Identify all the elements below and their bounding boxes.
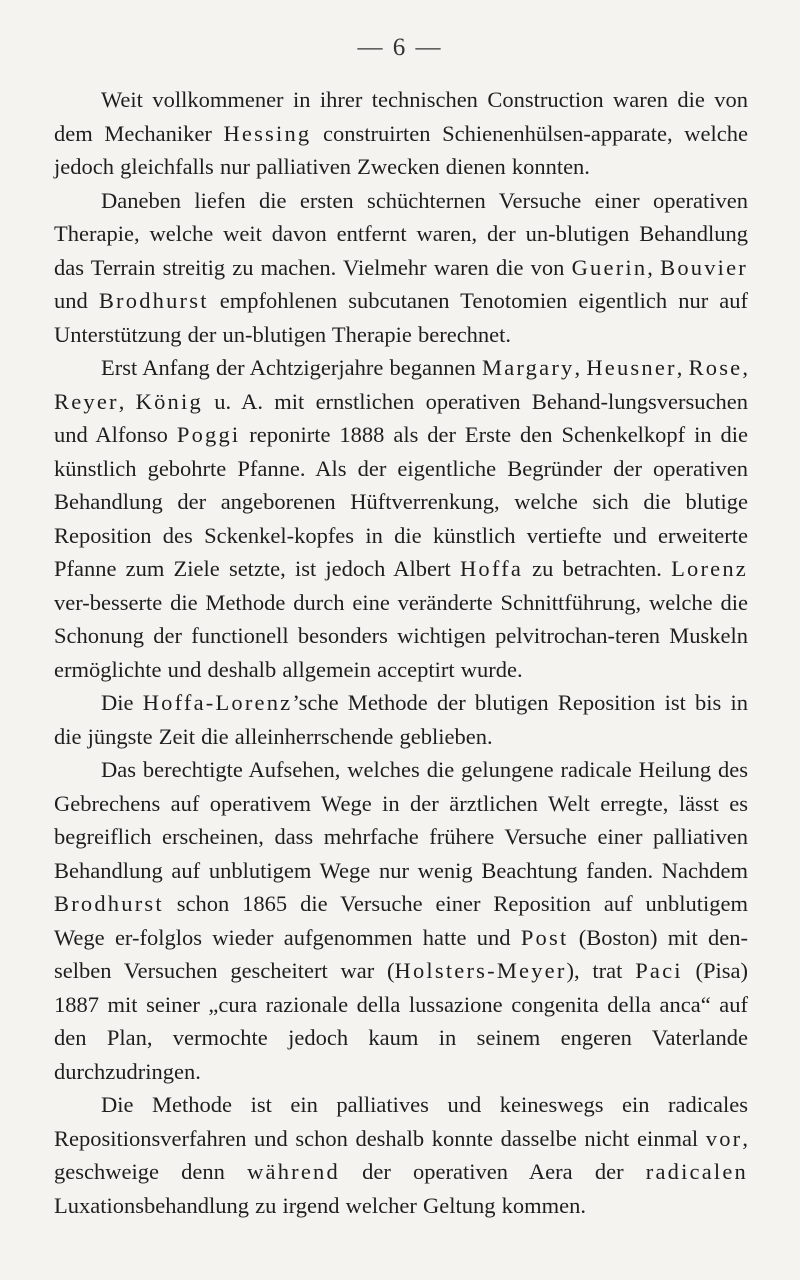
text-run: der operativen Aera der	[339, 1159, 646, 1184]
spaced-name: Heusner	[586, 355, 677, 380]
spaced-name: während	[247, 1159, 340, 1184]
text-run: ,	[742, 355, 748, 380]
spaced-name: Bouvier	[660, 254, 748, 280]
spaced-name: vor	[705, 1125, 743, 1151]
text-run: Luxationsbehandlung zu irgend welcher Geltung kommen.	[54, 1192, 586, 1218]
spaced-name: Paci	[635, 958, 683, 983]
text-run: Die	[101, 690, 143, 715]
text-run: ,	[118, 388, 136, 414]
text-run: Die Methode ist ein palliatives und keineswegs ein radicales Repositionsverfahren und schon deshalb konnte dasselbe nicht einmal	[54, 1092, 748, 1151]
spaced-name: König	[135, 388, 203, 414]
text-run: Weit vollkommener in ihrer technischen Construction waren die von dem Mechaniker	[54, 87, 748, 146]
text-run: zu betrachten.	[523, 556, 672, 581]
spaced-name: Brodhurst	[54, 891, 164, 916]
paragraph	[54, 753, 748, 1088]
spaced-name: Holsters-Meyer	[394, 958, 567, 983]
spaced-name: Guerin	[571, 254, 648, 280]
text-run: ver-besserte die Methode durch eine veränderte Schnittführung, welche die Schonung der functionell besonders wichtigen pelvitrochan-teren Muskeln ermöglichte und deshalb allgemein acceptirt wurde.	[54, 589, 748, 682]
paragraph	[54, 184, 748, 352]
text-run: (Boston) mit den-selben Versuchen gescheitert war (	[54, 924, 749, 983]
text-run: empfohlenen subcutanen Tenotomien eigentlich nur auf Unterstützung der un-blutigen Therapie berechnet.	[54, 288, 749, 347]
text-run: construirten Schienenhülsen-apparate, welche jedoch gleichfalls nur palliativen Zwecken dienen konnten.	[54, 120, 748, 179]
text-run: , geschweige denn	[54, 1125, 748, 1184]
text-run: und	[54, 288, 99, 313]
text-run: reponirte 1888 als der Erste den Schenkelkopf in die künstlich gebohrte Pfanne. Als der eigentliche Begründer der operativen Behandlung der angeborenen Hüftverrenkung, welche sich die blutige Reposition des Sckenkel-kopfes in die künstlich vertiefte und erweiterte Pfanne zum Ziele setzte, ist jedoch Albert	[54, 422, 749, 581]
spaced-name: Hessing	[223, 120, 312, 146]
text-run: ’sche Methode der blutigen Reposition ist bis in die jüngste Zeit die alleinherrschende geblieben.	[54, 690, 748, 749]
spaced-name: Margary	[482, 355, 575, 380]
text-run: Daneben liefen die ersten schüchternen Versuche einer operativen Therapie, welche weit davon entfernt waren, der un-blutigen Behandlung das Terrain streitig zu machen. Vielmehr waren die von	[54, 187, 748, 280]
spaced-name: Post	[520, 924, 569, 950]
text-run: ,	[676, 355, 689, 380]
text-run: (Pisa) 1887 mit seiner „cura razionale della lussazione congenita della anca“ auf den Plan, vermochte jedoch kaum in seinem engeren Vaterlande durchzudringen.	[54, 958, 748, 1084]
spaced-name: Lorenz	[671, 556, 748, 581]
text-run: ,	[574, 355, 587, 380]
spaced-name: Hoffa	[459, 556, 524, 581]
text-run: Das berechtigte Aufsehen, welches die gelungene radicale Heilung des Gebrechens auf operativem Wege in der ärztlichen Welt erregte, lässt es begreiflich erscheinen, dass mehrfache frühere Versuche einer palliativen Behandlung auf unblutigem Wege nur wenig Beachtung fanden. Nachdem	[54, 757, 748, 883]
text-run: ), trat	[566, 958, 636, 983]
text-run: u. A. mit ernstlichen operativen Behand-lungsversuchen und Alfonso	[54, 388, 749, 447]
text-run: Erst Anfang der Achtzigerjahre begannen	[101, 355, 482, 380]
spaced-name: Poggi	[176, 422, 241, 447]
paragraph	[54, 83, 748, 184]
page-number: — 6 —	[357, 34, 443, 61]
spaced-name: Reyer	[54, 388, 119, 414]
spaced-name: radicalen	[645, 1159, 748, 1184]
paragraph	[54, 1088, 748, 1222]
spaced-name: Brodhurst	[98, 288, 209, 313]
text-run: ,	[647, 254, 661, 280]
paragraph	[54, 686, 748, 753]
body-text	[54, 83, 748, 1222]
spaced-name: Hoffa-Lorenz	[142, 690, 293, 715]
text-run: schon 1865 die Versuche einer Reposition auf unblutigem Wege er-folglos wieder aufgenommen hatte und	[54, 891, 748, 950]
paragraph	[54, 351, 748, 686]
spaced-name: Rose	[688, 355, 743, 380]
